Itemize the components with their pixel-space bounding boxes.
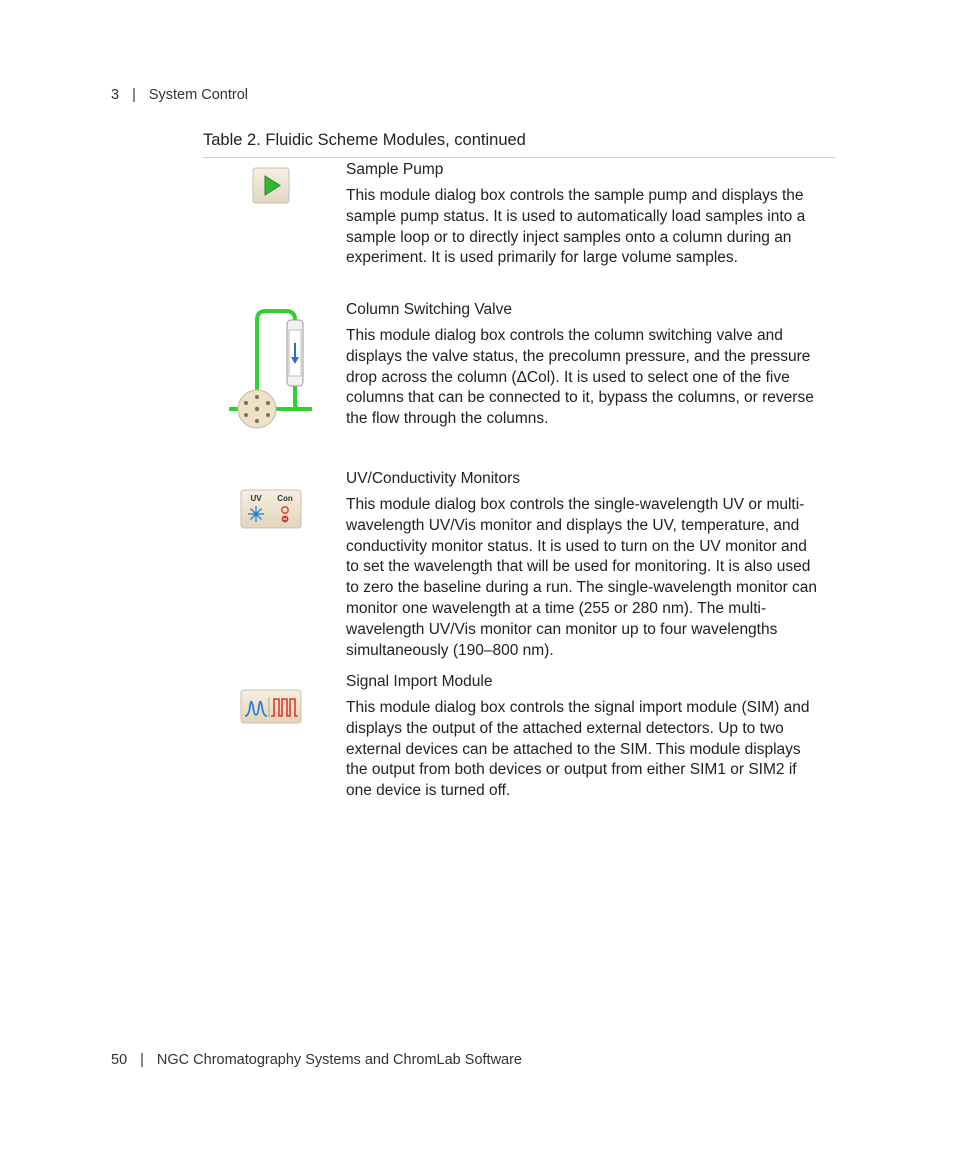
running-header [111, 87, 248, 103]
module-signal-import [346, 672, 818, 802]
module-title: Sample Pump [346, 161, 444, 178]
module-description: This module dialog box controls the single-wavelength UV or multi-wavelength UV/Vis monitor and displays the UV, temperature, and conductivity monitor status. It is used to turn on the UV monitor and to set the wavelength that will be used for monitoring. It is also used to zero the baseline during a run. The single-wavelength monitor can monitor one wavelength at a time (255 or 280 nm). The multi-wavelength UV/Vis monitor can monitor up to four wavelengths simultaneously (190–800 nm). [346, 496, 818, 659]
table-caption: Table 2. Fluidic Scheme Modules, continued [203, 131, 526, 149]
module-uv-conductivity [346, 469, 818, 661]
book-title: NGC Chromatography Systems and ChromLab Software [156, 1052, 522, 1068]
header-separator: | [132, 87, 136, 103]
page-number: 50 [111, 1052, 128, 1068]
module-title: Column Switching Valve [346, 301, 512, 318]
con-label: Con [277, 494, 293, 503]
column-valve-icon [226, 306, 316, 432]
module-sample-pump [346, 160, 818, 269]
module-title: UV/Conductivity Monitors [346, 470, 521, 487]
play-icon [252, 167, 290, 204]
uv-conductivity-icon [240, 489, 302, 529]
uv-label: UV [250, 494, 262, 503]
chapter-number: 3 [111, 87, 120, 103]
module-description: This module dialog box controls the column switching valve and displays the valve status, the precolumn pressure, and the pressure drop across the column (ΔCol). It is used to select one of the five columns that can be connected to it, bypass the columns, or reverse the flow through the columns. [346, 327, 814, 428]
module-description: This module dialog box controls the sample pump and displays the sample pump status. It is used to automatically load samples into a sample loop or to directly inject samples onto a column during an experiment. It is used primarily for large volume samples. [346, 187, 806, 267]
caption-rule [203, 157, 835, 158]
module-description: This module dialog box controls the signal import module (SIM) and displays the output of the attached external detectors. Up to two external devices can be attached to the SIM. This module displays the output from both devices or output from either SIM1 or SIM2 if one device is turned off. [346, 699, 810, 800]
running-footer [111, 1052, 522, 1068]
chapter-title: System Control [148, 87, 248, 103]
module-column-switching-valve [346, 300, 818, 430]
module-title: Signal Import Module [346, 673, 493, 690]
footer-separator: | [140, 1052, 144, 1068]
signal-import-icon [240, 689, 302, 724]
